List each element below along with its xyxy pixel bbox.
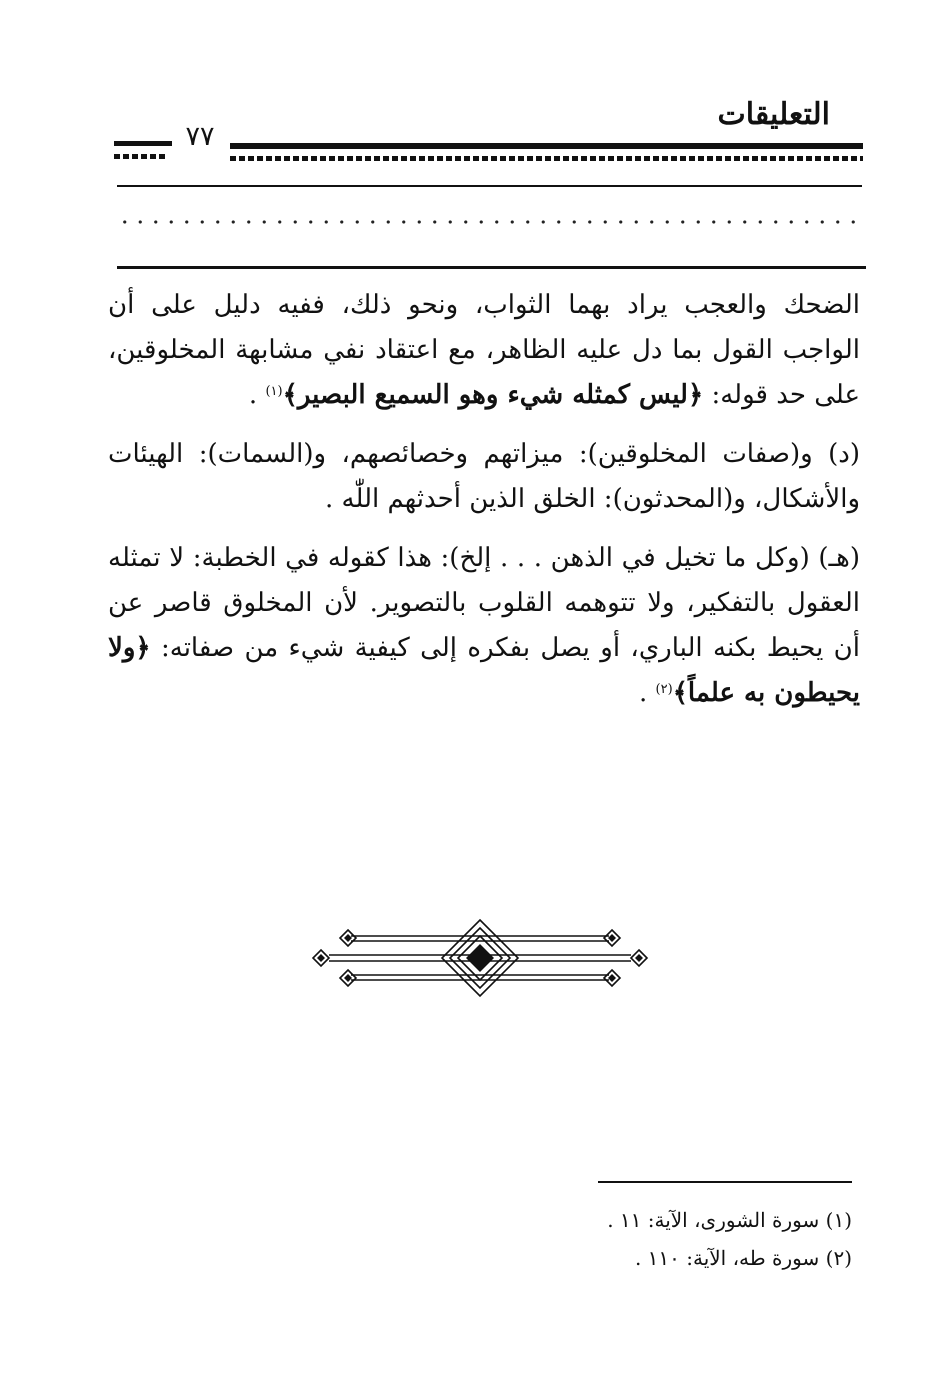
header-dash-row-left xyxy=(114,154,166,159)
paragraph-end: . xyxy=(639,678,656,708)
quran-quote: ﴿ليس كمثله شيء وهو السميع البصير﴾ xyxy=(282,380,704,410)
separator-line-bottom xyxy=(117,266,866,269)
footnote-ref: (٢) xyxy=(655,682,673,697)
paragraph-text: (هـ) (وكل ما تخيل في الذهن . . . إلخ): هذا كقوله في الخطبة: لا تمثله العقول بالتفكير، ولا تتوهمه القلوب بالتصوير. لأن المخلوق قاصر عن أن يحيط بكنه الباري، أو يصل بفكره إلى كيفية شيء من صفاته: xyxy=(108,543,860,663)
separator-line-top xyxy=(117,185,862,187)
header-title: التعليقات xyxy=(717,97,830,132)
paragraph-text: (د) و(صفات المخلوقين): ميزاتهم وخصائصهم، و(السمات): الهيئات والأشكال، و(المحدثون): الخلق الذين أحدثهم اللّٰه . xyxy=(108,439,860,514)
header-dash-row xyxy=(230,156,863,161)
header-rule-left xyxy=(114,141,172,146)
paragraph-1 xyxy=(108,283,860,418)
footnote-1: (١) سورة الشورى، الآية: ١١ . xyxy=(607,1208,852,1232)
body-text xyxy=(108,283,860,730)
header-rule-thick xyxy=(230,143,863,149)
quran-quote: ﴿ولا يحيطون به علماً﴾ xyxy=(108,633,860,708)
footnote-ref: (١) xyxy=(265,384,283,399)
paragraph-end: . xyxy=(248,380,266,410)
page-number: ٧٧ xyxy=(175,123,225,150)
footnote-rule xyxy=(598,1181,852,1183)
paragraph-3 xyxy=(108,536,860,716)
paragraph-text: الضحك والعجب يراد بهما الثواب، ونحو ذلك، ففيه دليل على أن الواجب القول بما دل عليه الظاهر، مع اعتقاد نفي مشابهة المخلوقين، على حد قوله: xyxy=(108,290,860,410)
paragraph-2 xyxy=(108,432,860,522)
footnotes xyxy=(452,1201,852,1277)
footnote-2: (٢) سورة طه، الآية: ١١٠ . xyxy=(634,1246,852,1270)
ellipsis-dots xyxy=(117,212,865,232)
section-ornament xyxy=(305,918,655,998)
